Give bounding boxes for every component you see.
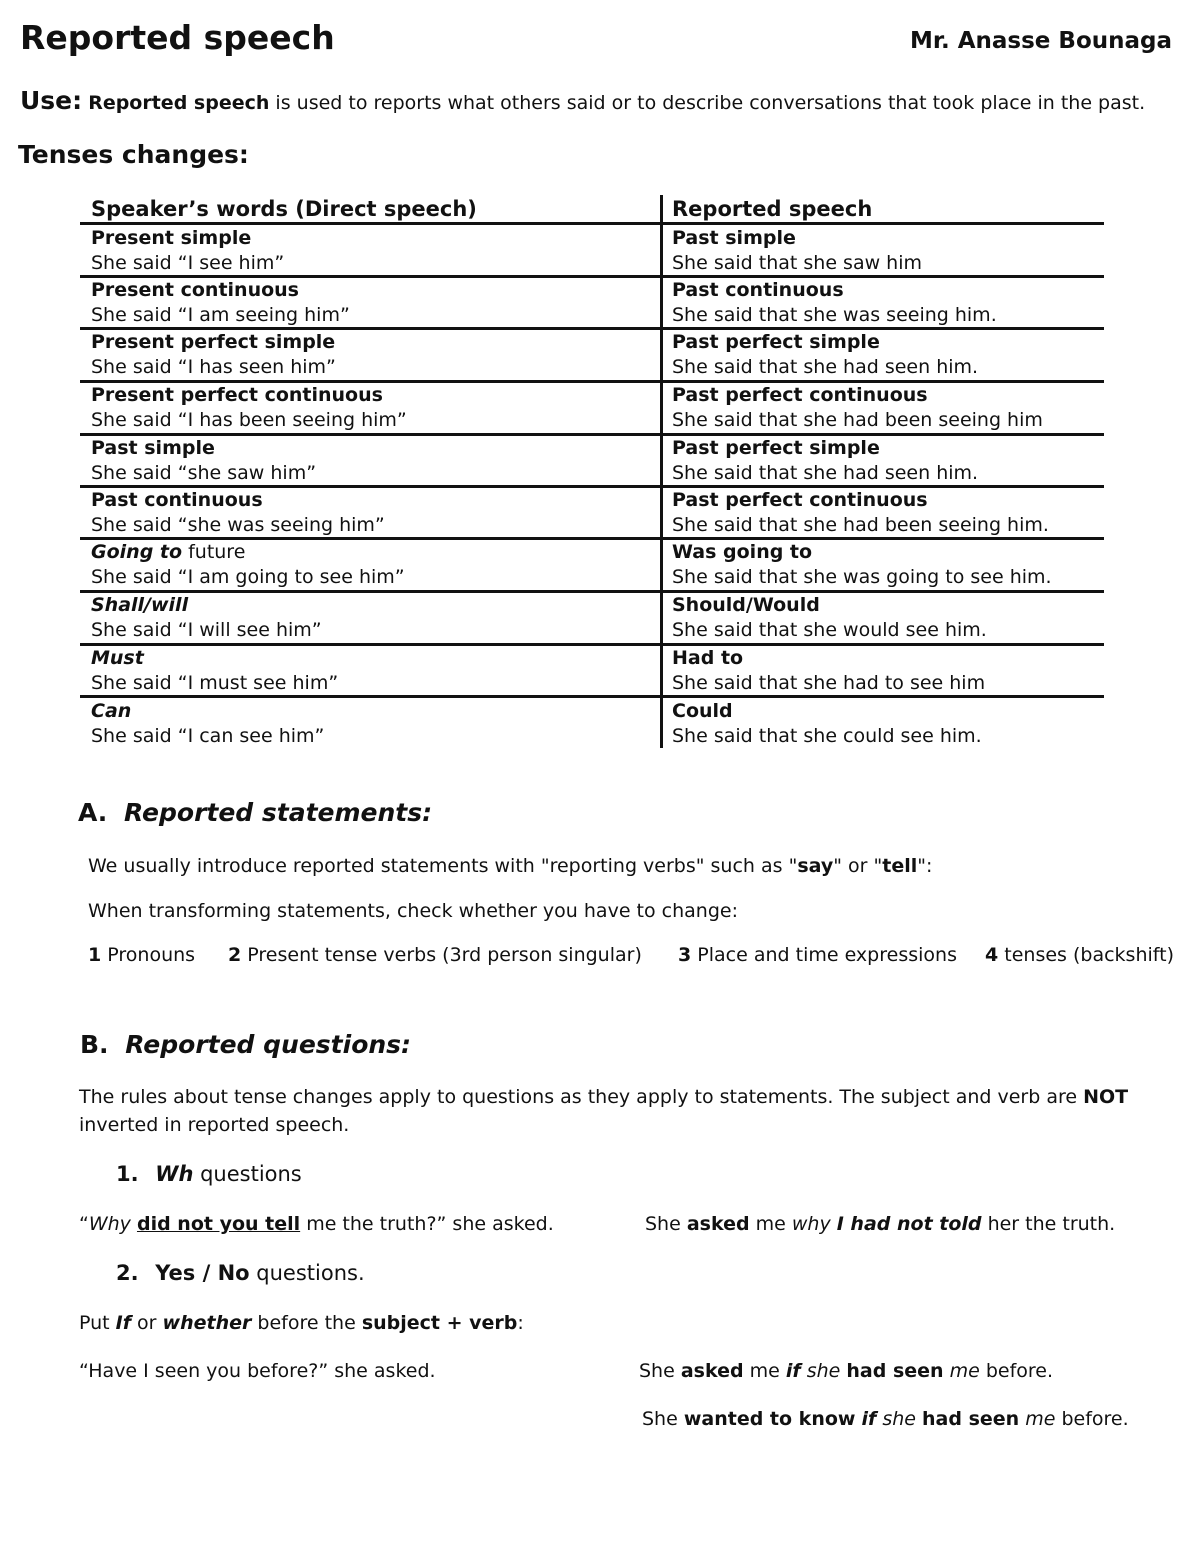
tense-example: She said “I has seen him”: [91, 356, 336, 378]
header-direct-speech: Speaker’s words (Direct speech): [91, 197, 477, 221]
subject-verb: subject + verb: [361, 1312, 518, 1334]
word-if: if: [785, 1360, 801, 1382]
section-a-check: When transforming statements, check whether you have to change:: [88, 900, 738, 922]
word-me: me: [1025, 1408, 1056, 1430]
text: Put: [79, 1312, 116, 1334]
tense-example: She said that she could see him.: [672, 725, 982, 747]
tense-example: She said that she had to see him: [672, 672, 986, 694]
tense-name: Should/Would: [672, 594, 820, 616]
tense-name: Past continuous: [91, 489, 263, 511]
tense-name: Past perfect simple: [672, 437, 880, 459]
text: She: [639, 1360, 681, 1382]
word-me: me: [949, 1360, 980, 1382]
tense-example: She said “she saw him”: [91, 462, 317, 484]
text: She: [642, 1408, 684, 1430]
table-cell-reported: [672, 540, 1052, 590]
table-cell-direct: [91, 330, 336, 380]
yes-no-label: Yes / No: [155, 1261, 250, 1285]
text: The rules about tense changes apply to questions as they apply to statements. The subject and verb are: [79, 1086, 1084, 1108]
table-cell-direct: [91, 226, 284, 276]
tense-name: Must: [91, 647, 144, 669]
item-number: 2: [228, 944, 242, 966]
table-cell-direct: [91, 699, 324, 749]
tense-name: Shall/will: [91, 594, 189, 616]
word-wanted-to-know: wanted to know: [683, 1408, 856, 1430]
tense-name: Can: [91, 700, 132, 722]
tense-example: She said that she had been seeing him.: [672, 514, 1049, 536]
tense-example: She said “I can see him”: [91, 725, 325, 747]
yes-no-example-reported-1: [639, 1360, 1053, 1382]
tense-example: She said that she had been seeing him: [672, 409, 1043, 431]
table-cell-direct: [91, 383, 407, 433]
tense-example: She said “she was seeing him”: [91, 514, 385, 536]
table-cell-reported: [672, 330, 978, 380]
wh-example-direct: [79, 1213, 554, 1235]
table-rule: [80, 222, 1104, 225]
yes-no-rule: [79, 1312, 524, 1334]
word-if: If: [115, 1312, 131, 1334]
text: me the truth?” she asked.: [300, 1213, 554, 1235]
section-a-letter: A.: [78, 798, 108, 827]
word-why: why: [791, 1213, 831, 1235]
item-text: Place and time expressions: [691, 944, 957, 966]
tense-name: Past simple: [672, 227, 796, 249]
table-cell-reported: [672, 226, 922, 276]
table-cell-direct: [91, 436, 316, 486]
change-item: [678, 944, 957, 966]
tense-name: Present perfect simple: [91, 331, 336, 353]
section-a-intro: [88, 855, 932, 877]
reported-clause: I had not told: [836, 1213, 982, 1235]
tense-example: She said “I am going to see him”: [91, 566, 405, 588]
word-whether: whether: [162, 1312, 252, 1334]
tense-name: Past perfect simple: [672, 331, 880, 353]
word-if: if: [861, 1408, 877, 1430]
keyword-tell: tell: [882, 855, 918, 877]
table-cell-direct: [91, 488, 385, 538]
word-asked: asked: [686, 1213, 750, 1235]
use-label: Use:: [20, 86, 83, 115]
tense-name: Past continuous: [672, 279, 844, 301]
keyword-say: say: [797, 855, 834, 877]
section-b-title: Reported questions:: [125, 1030, 412, 1059]
tense-name: Present perfect continuous: [91, 384, 383, 406]
use-line: [20, 86, 1145, 115]
word-she: she: [882, 1408, 916, 1430]
tense-example: She said that she would see him.: [672, 619, 987, 641]
change-item: [228, 944, 642, 966]
item-text: tenses (backshift): [998, 944, 1174, 966]
tense-name: Going to: [91, 541, 183, 563]
section-a-title: Reported statements:: [124, 798, 433, 827]
table-cell-reported: [672, 278, 997, 328]
tense-name: Had to: [672, 647, 744, 669]
tense-example: She said that she saw him: [672, 252, 922, 274]
text: me: [743, 1360, 786, 1382]
keyword-not: NOT: [1083, 1086, 1129, 1108]
table-cell-direct: [91, 278, 350, 328]
text: " or ": [833, 855, 883, 877]
wh-example-reported: [645, 1213, 1115, 1235]
item-number: 1.: [116, 1162, 139, 1186]
text: before the: [251, 1312, 362, 1334]
item-number: 3: [678, 944, 692, 966]
word-had-seen: had seen: [846, 1360, 944, 1382]
page-title: Reported speech: [20, 18, 335, 57]
use-text: is used to reports what others said or to describe conversations that took place in the past.: [269, 92, 1146, 114]
table-cell-reported: [672, 383, 1043, 433]
table-cell-reported: [672, 646, 985, 696]
section-b-heading: [80, 1030, 411, 1059]
tense-name: Past simple: [91, 437, 215, 459]
tense-name-suffix: future: [182, 541, 246, 563]
tense-example: She said “I must see him”: [91, 672, 339, 694]
use-subject: Reported speech: [88, 92, 270, 114]
text: me: [749, 1213, 792, 1235]
item-text: Pronouns: [101, 944, 196, 966]
change-item: [985, 944, 1174, 966]
wh-questions-heading: [116, 1162, 302, 1186]
table-cell-reported: [672, 699, 982, 749]
section-b-letter: B.: [80, 1030, 109, 1059]
table-cell-direct: [91, 646, 338, 696]
word-she: she: [806, 1360, 841, 1382]
word-why: Why: [88, 1213, 131, 1235]
header-reported-speech: Reported speech: [672, 197, 873, 221]
word-had-seen: had seen: [922, 1408, 1020, 1430]
text: We usually introduce reported statements with "reporting verbs" such as ": [88, 855, 798, 877]
word-asked: asked: [680, 1360, 744, 1382]
tense-example: She said that she was going to see him.: [672, 566, 1052, 588]
section-b-rule-line1: [79, 1086, 1128, 1108]
tense-example: She said “I will see him”: [91, 619, 322, 641]
table-cell-direct: [91, 540, 405, 590]
author-name: Mr. Anasse Bounaga: [910, 28, 1172, 54]
tense-name: Was going to: [672, 541, 813, 563]
text: her the truth.: [981, 1213, 1116, 1235]
text: before.: [979, 1360, 1054, 1382]
tense-example: She said that she had seen him.: [672, 462, 979, 484]
tense-name: Present continuous: [91, 279, 299, 301]
text: or: [131, 1312, 163, 1334]
item-number: 4: [985, 944, 999, 966]
text: :: [517, 1312, 524, 1334]
section-b-rule-line2: inverted in reported speech.: [79, 1114, 350, 1136]
tense-example: She said “I has been seeing him”: [91, 409, 407, 431]
table-cell-reported: [672, 436, 978, 486]
text: questions: [193, 1162, 302, 1186]
table-cell-direct: [91, 593, 322, 643]
wh-label: Wh: [155, 1162, 194, 1186]
change-item: [88, 944, 195, 966]
tense-example: She said “I see him”: [91, 252, 285, 274]
tense-name: Past perfect continuous: [672, 489, 928, 511]
yes-no-example-reported-2: [642, 1408, 1129, 1430]
text: She: [645, 1213, 687, 1235]
table-header: [80, 195, 1104, 225]
yes-no-questions-heading: [116, 1261, 365, 1285]
underlined-verb: did not you tell: [136, 1213, 301, 1235]
item-number: 2.: [116, 1261, 139, 1285]
table-cell-reported: [672, 488, 1049, 538]
item-number: 1: [88, 944, 102, 966]
text: questions.: [249, 1261, 365, 1285]
tense-name: Present simple: [91, 227, 252, 249]
tenses-heading: Tenses changes:: [18, 140, 249, 169]
tense-example: She said that she was seeing him.: [672, 304, 997, 326]
tense-example: She said “I am seeing him”: [91, 304, 350, 326]
section-a-heading: [78, 798, 432, 827]
table-cell-reported: [672, 593, 987, 643]
tense-name: Could: [672, 700, 733, 722]
tense-example: She said that she had seen him.: [672, 356, 979, 378]
tense-name: Past perfect continuous: [672, 384, 928, 406]
text: “: [79, 1213, 89, 1235]
text: ":: [917, 855, 933, 877]
item-text: Present tense verbs (3rd person singular): [241, 944, 642, 966]
yes-no-example-direct: “Have I seen you before?” she asked.: [79, 1360, 436, 1382]
text: before.: [1055, 1408, 1129, 1430]
